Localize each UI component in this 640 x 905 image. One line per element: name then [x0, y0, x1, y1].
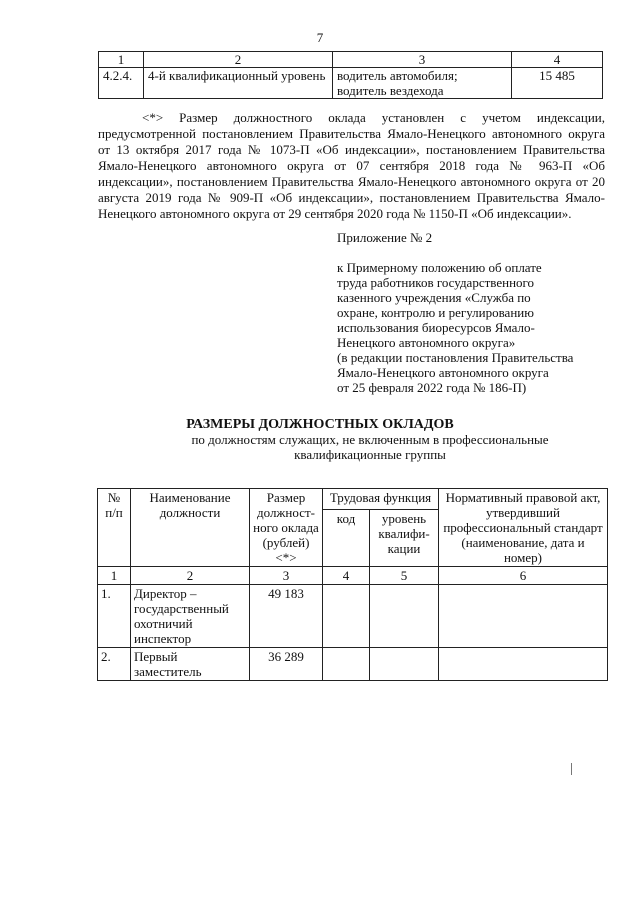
row-position: Директор – государственный охотничий инспектор: [131, 585, 250, 648]
salary-table: [97, 488, 608, 681]
row-number: 4.2.4.: [99, 68, 144, 99]
row-level: [370, 648, 439, 681]
appendix-text: [337, 260, 607, 395]
header-standard: Нормативный правовой акт, утвердивший профессиональный стандарт (наименование, дата и номер): [439, 489, 608, 567]
column-number: 4: [323, 567, 370, 585]
top-table-header: 2: [144, 52, 333, 68]
appendix-line: от 25 февраля 2022 года № 186-П): [337, 380, 527, 395]
column-number: 3: [250, 567, 323, 585]
column-number: 2: [131, 567, 250, 585]
top-table-header: 3: [333, 52, 512, 68]
appendix-line: (в редакции постановления Правительства: [337, 350, 574, 365]
column-number: 6: [439, 567, 608, 585]
row-standard: [439, 585, 608, 648]
footnote: <*> Размер должностного оклада установлен с учетом индексации, предусмотренной постановлением Правительства Ямало-Ненецкого автономного округа от 13 октября 2017 года № 1073-П «Об индексации», постановлением Правительства Ямало-Ненецкого автономного округа от 07 сентября 2018 года № 963-П «Об индексации», постановлением Правительства Ямало-Ненецкого автономного округа от 20 августа 2019 года № 909-П «Об индексации», постановлением Правительства Ямало-Ненецкого автономного округа от 29 сентября 2020 года № 1150-П «Об индексации».: [98, 110, 605, 221]
top-table-header: 1: [99, 52, 144, 68]
column-number-row: [98, 567, 608, 585]
positions-cell: [333, 68, 512, 99]
appendix-line: труда работников государственного: [337, 275, 535, 290]
appendix-line: охране, контролю и регулированию: [337, 305, 534, 320]
row-salary: 36 289: [250, 648, 323, 681]
top-table-header-row: [99, 52, 603, 68]
header-function: Трудовая функция: [323, 489, 439, 510]
header-name: Наименование должности: [131, 489, 250, 567]
row-num: 1.: [98, 585, 131, 648]
appendix-title: Приложение № 2: [337, 230, 433, 245]
appendix-line: Ямало-Ненецкого автономного округа: [337, 365, 549, 380]
row-code: [323, 585, 370, 648]
position: водитель автомобиля;: [337, 68, 458, 83]
qualification-level: 4-й квалификационный уровень: [144, 68, 333, 99]
margin-mark: [571, 763, 572, 775]
top-table-header: 4: [512, 52, 603, 68]
table-row: [98, 585, 608, 648]
row-code: [323, 648, 370, 681]
header-level: уровень квалифи-кации: [370, 510, 439, 567]
top-table: [98, 51, 603, 99]
table-row: [98, 648, 608, 681]
header-salary: Размер должност-ного оклада (рублей) <*>: [250, 489, 323, 567]
row-num: 2.: [98, 648, 131, 681]
appendix-line: использования биоресурсов Ямало-: [337, 320, 535, 335]
salary-value: 15 485: [512, 68, 603, 99]
column-number: 5: [370, 567, 439, 585]
document-subheading: по должностям служащих, не включенным в профессиональные квалификационные группы: [191, 432, 549, 462]
header-row: [98, 489, 608, 510]
appendix-line: к Примерному положению об оплате: [337, 260, 542, 275]
header-num: № п/п: [98, 489, 131, 567]
appendix-line: Ненецкого автономного округа»: [337, 335, 516, 350]
position: водитель вездехода: [337, 83, 444, 98]
top-table-row: [99, 68, 603, 99]
column-number: 1: [98, 567, 131, 585]
row-position: Первый заместитель: [131, 648, 250, 681]
appendix-line: казенного учреждения «Служба по: [337, 290, 531, 305]
document-heading: РАЗМЕРЫ ДОЛЖНОСТНЫХ ОКЛАДОВ: [186, 417, 454, 432]
header-code: код: [323, 510, 370, 567]
row-salary: 49 183: [250, 585, 323, 648]
row-level: [370, 585, 439, 648]
row-standard: [439, 648, 608, 681]
page-number: 7: [316, 30, 324, 45]
